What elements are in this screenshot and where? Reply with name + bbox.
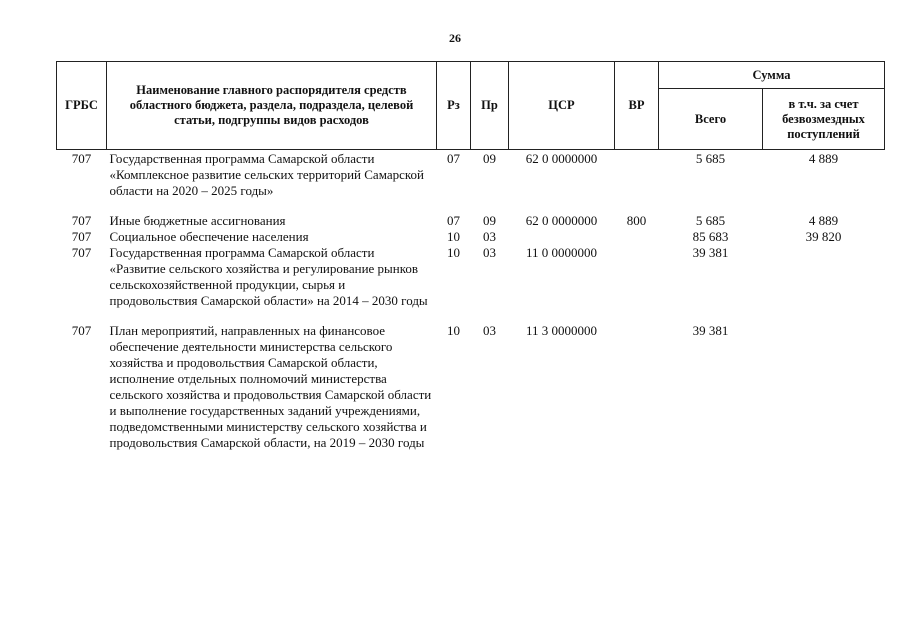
cell-grbs: 707: [71, 245, 92, 260]
table-row: [57, 245, 885, 309]
cell-free: 4 889: [808, 213, 839, 228]
cell-pr: 09: [483, 213, 496, 228]
cell-name: Социальное обеспечение населения: [109, 229, 309, 244]
cell-rz: 10: [447, 245, 460, 260]
cell-total: 39 381: [692, 245, 729, 260]
cell-total: 5 685: [695, 213, 726, 228]
header-rz: Рз: [437, 62, 471, 150]
cell-vr: [615, 229, 659, 245]
cell-csr: 11 0 0000000: [525, 245, 598, 260]
cell-total: 39 381: [692, 323, 729, 338]
header-free: в т.ч. за счет безвозмездных поступлений: [763, 89, 885, 150]
cell-grbs: 707: [71, 229, 92, 244]
cell-total: 85 683: [692, 229, 729, 244]
cell-csr: 11 3 0000000: [525, 323, 598, 338]
header-grbs: ГРБС: [57, 62, 107, 150]
table-header: [57, 62, 885, 150]
cell-vr: [615, 150, 659, 200]
table-row: [57, 323, 885, 451]
cell-pr: 03: [483, 323, 496, 338]
cell-rz: 10: [447, 229, 460, 244]
cell-free: 4 889: [808, 151, 839, 166]
header-total: Всего: [659, 89, 763, 150]
cell-total: 5 685: [695, 151, 726, 166]
header-pr: Пр: [471, 62, 509, 150]
table-body: [57, 150, 885, 452]
page-number: 26: [449, 31, 461, 45]
cell-csr: 62 0 0000000: [525, 151, 598, 166]
cell-pr: 03: [483, 229, 496, 244]
cell-vr: 800: [626, 213, 647, 228]
cell-grbs: 707: [71, 151, 92, 166]
cell-pr: 09: [483, 151, 496, 166]
cell-rz: 10: [447, 323, 460, 338]
cell-pr: 03: [483, 245, 496, 260]
cell-csr: [509, 229, 615, 245]
cell-name: Государственная программа Самарской области «Развитие сельского хозяйства и регулирование рынков сельскохозяйственной продукции, сырья и продовольствия Самарской области» на 2014 – 2030 годы: [109, 245, 428, 308]
cell-vr: [615, 323, 659, 451]
header-vr: ВР: [615, 62, 659, 150]
header-name: Наименование главного распорядителя средств областного бюджета, раздела, подраздела, целевой статьи, подгруппы видов расходов: [107, 62, 437, 150]
cell-vr: [615, 245, 659, 309]
cell-free: [763, 245, 885, 309]
cell-name: Иные бюджетные ассигнования: [109, 213, 286, 228]
budget-table: [56, 61, 885, 451]
cell-rz: 07: [447, 151, 460, 166]
table-row: [57, 213, 885, 229]
cell-rz: 07: [447, 213, 460, 228]
cell-grbs: 707: [71, 323, 92, 338]
header-sum: Сумма: [659, 62, 885, 89]
header-csr: ЦСР: [509, 62, 615, 150]
row-spacer: [57, 309, 885, 323]
cell-name: Государственная программа Самарской области «Комплексное развитие сельских территорий Самарской области на 2020 – 2025 годы»: [109, 151, 424, 198]
table-row: [57, 229, 885, 245]
cell-grbs: 707: [71, 213, 92, 228]
row-spacer: [57, 199, 885, 213]
cell-name: План мероприятий, направленных на финансовое обеспечение деятельности министерства сельского хозяйства и продовольствия Самарской области, исполнение отдельных полномочий министерства сельского хозяйства и продовольствия Самарской области и выполнение государственных заданий учреждениями, подведомственными министерству сельского хозяйства и продовольствия Самарской области, на 2019 – 2030 годы: [109, 323, 432, 450]
cell-free: [763, 323, 885, 451]
cell-free: 39 820: [805, 229, 842, 244]
cell-csr: 62 0 0000000: [525, 213, 598, 228]
table-row: [57, 150, 885, 200]
